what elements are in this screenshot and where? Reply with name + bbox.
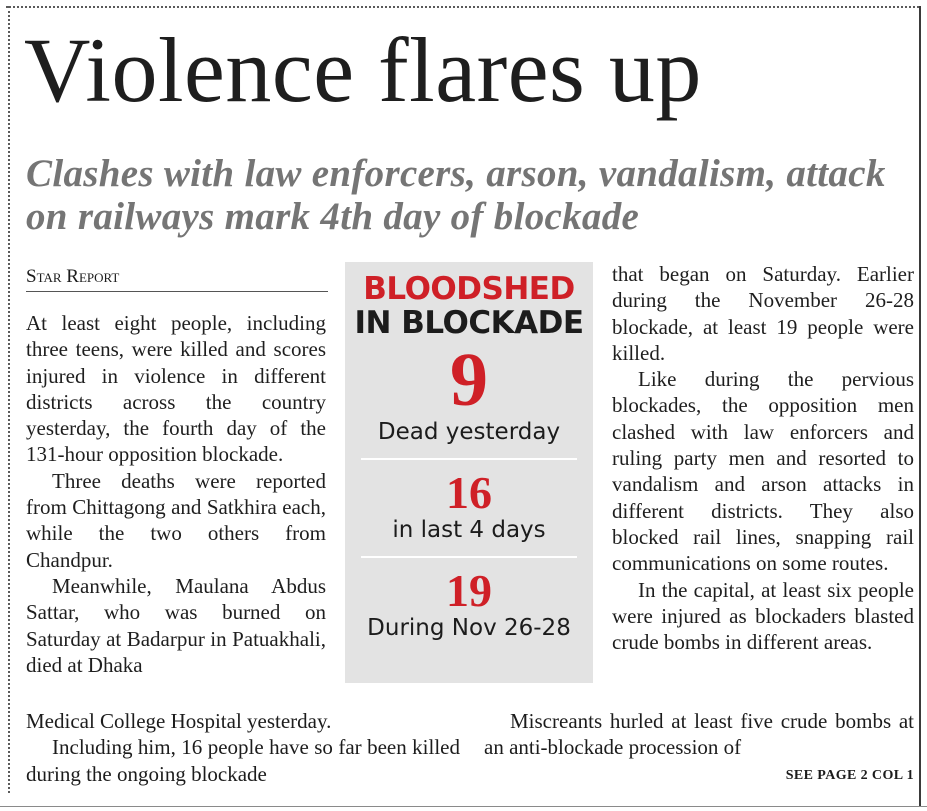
border-bottom — [0, 806, 927, 807]
paragraph: Like during the pervious blockades, the opposition men clashed with law enforcers and ruling party men and resorted to vandalism and arson attacks in different districts. They also blocked rail lines, snapping rail communications on some routes. — [612, 367, 914, 576]
stat-number: 9 — [450, 338, 488, 422]
dotted-border-top — [6, 6, 919, 8]
paragraph: In the capital, at least six people were injured as blockaders blasted crude bombs in different areas. — [612, 577, 914, 655]
paragraph: that began on Saturday. Earlier during the November 26-28 blockade, at least 19 people were killed. — [612, 262, 914, 365]
stat-number: 16 — [446, 467, 492, 518]
paragraph: Meanwhile, Maulana Abdus Sattar, who was burned on Saturday at Badarpur in Patuakhali, died at Dhaka — [26, 573, 326, 677]
divider — [361, 556, 577, 558]
box-title-black: IN BLOCKADE — [354, 305, 584, 341]
stat-label: During Nov 26-28 — [367, 615, 571, 641]
stat-label: Dead yesterday — [377, 419, 561, 445]
stat-number: 19 — [446, 565, 492, 616]
paragraph: Miscreants hurled at least five crude bombs at an anti-blockade procession of — [484, 709, 914, 760]
right-column — [612, 261, 914, 655]
border-right — [919, 6, 921, 807]
paragraph: At least eight people, including three teens, were killed and scores injured in violence in different districts across the country yesterday, the fourth day of the 131-hour opposition blockade. — [26, 311, 326, 467]
headline: Violence flares up — [24, 19, 702, 121]
bottom-left-text — [26, 708, 460, 787]
deck-subheadline: Clashes with law enforcers, arson, vandalism, attack on railways mark 4th day of blockade — [26, 152, 886, 238]
jump-line: SEE PAGE 2 COL 1 — [785, 768, 914, 783]
paragraph-continuation: Medical College Hospital yesterday. — [26, 709, 332, 733]
stat-label: in last 4 days — [392, 517, 546, 543]
dotted-border-left — [8, 6, 10, 793]
box-title-red: BLOODSHED — [363, 271, 575, 307]
divider — [361, 458, 577, 460]
left-column — [26, 310, 326, 678]
paragraph: Including him, 16 people have so far been killed during the ongoing blockade — [26, 735, 460, 786]
byline: Star Report — [26, 266, 328, 292]
bottom-right-text — [484, 708, 914, 761]
bloodshed-sidebar-box — [345, 262, 593, 683]
paragraph: Three deaths were reported from Chittagong and Satkhira each, while the two others from Chandpur. — [26, 468, 326, 572]
box-title — [345, 272, 593, 340]
